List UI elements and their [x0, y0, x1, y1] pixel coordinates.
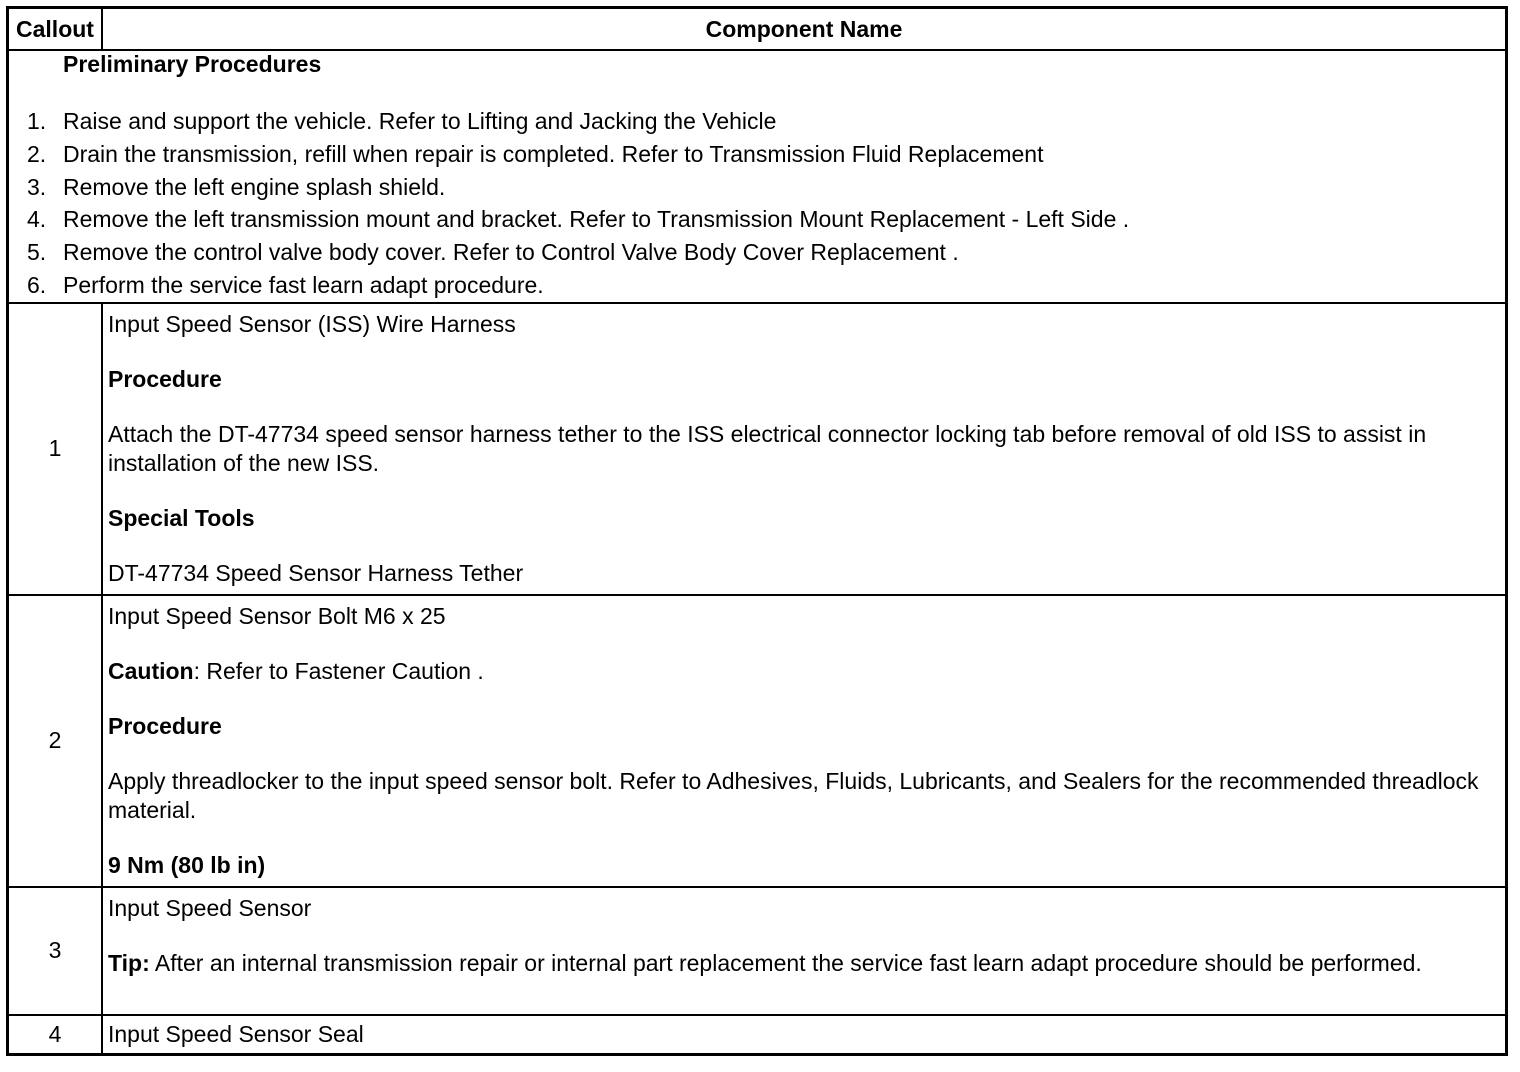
table-row — [8, 1015, 1507, 1055]
component-name: Input Speed Sensor — [108, 894, 312, 921]
component-name-header: Component Name — [102, 8, 1507, 51]
component-cell — [102, 1015, 1507, 1055]
list-item: 5. Remove the control valve body cover. Refer to Control Valve Body Cover Replacement . — [27, 239, 959, 266]
table-row — [8, 303, 1507, 595]
component-name: Input Speed Sensor Bolt M6 x 25 — [108, 602, 446, 629]
list-item: 6. Perform the service fast learn adapt procedure. — [27, 271, 544, 298]
preliminary-row — [8, 50, 1507, 303]
caution-label: Caution — [108, 657, 194, 684]
procedure-label: Procedure — [108, 365, 222, 392]
preliminary-steps-list — [9, 105, 1505, 302]
tip-label: Tip: — [108, 949, 150, 976]
tip-line — [108, 949, 1499, 978]
list-item: 4. Remove the left transmission mount and bracket. Refer to Transmission Mount Replacement - Left Side . — [27, 206, 1130, 233]
preliminary-title: Preliminary Procedures — [63, 51, 322, 77]
list-item: 2. Drain the transmission, refill when repair is completed. Refer to Transmission Fluid Replacement — [27, 140, 1044, 167]
component-name: Input Speed Sensor (ISS) Wire Harness — [108, 310, 516, 337]
list-item: 3. Remove the left engine splash shield. — [27, 173, 446, 200]
procedure-label: Procedure — [108, 712, 222, 739]
component-cell — [102, 887, 1507, 1015]
caution-line — [108, 657, 1499, 686]
procedure-text: Attach the DT-47734 speed sensor harness tether to the ISS electrical connector locking tab before removal of old ISS to assist in installation of the new ISS. — [108, 420, 1427, 476]
special-tools-label: Special Tools — [108, 504, 255, 531]
callout-number: 2 — [8, 595, 103, 887]
tip-text: After an internal transmission repair or internal part replacement the service fast learn adapt procedure should be performed. — [149, 949, 1422, 976]
callout-number: 1 — [8, 303, 103, 595]
torque-value: 9 Nm (80 lb in) — [108, 851, 266, 878]
list-item: 1. Raise and support the vehicle. Refer to Lifting and Jacking the Vehicle — [27, 108, 777, 134]
preliminary-procedures — [8, 50, 1507, 303]
header-row — [8, 8, 1507, 51]
component-cell — [102, 595, 1507, 887]
caution-text: : Refer to Fastener Caution . — [193, 657, 484, 684]
callout-header: Callout — [8, 8, 103, 51]
component-table — [6, 6, 1508, 1056]
table-row — [8, 595, 1507, 887]
procedure-text: Apply threadlocker to the input speed sensor bolt. Refer to Adhesives, Fluids, Lubricants, and Sealers for the recommended threadlock material. — [108, 767, 1479, 823]
table-row — [8, 887, 1507, 1015]
special-tools-text: DT-47734 Speed Sensor Harness Tether — [108, 559, 524, 586]
callout-number: 3 — [8, 887, 103, 1015]
component-cell — [102, 303, 1507, 595]
callout-number: 4 — [8, 1015, 103, 1055]
component-name: Input Speed Sensor Seal — [108, 1021, 364, 1048]
